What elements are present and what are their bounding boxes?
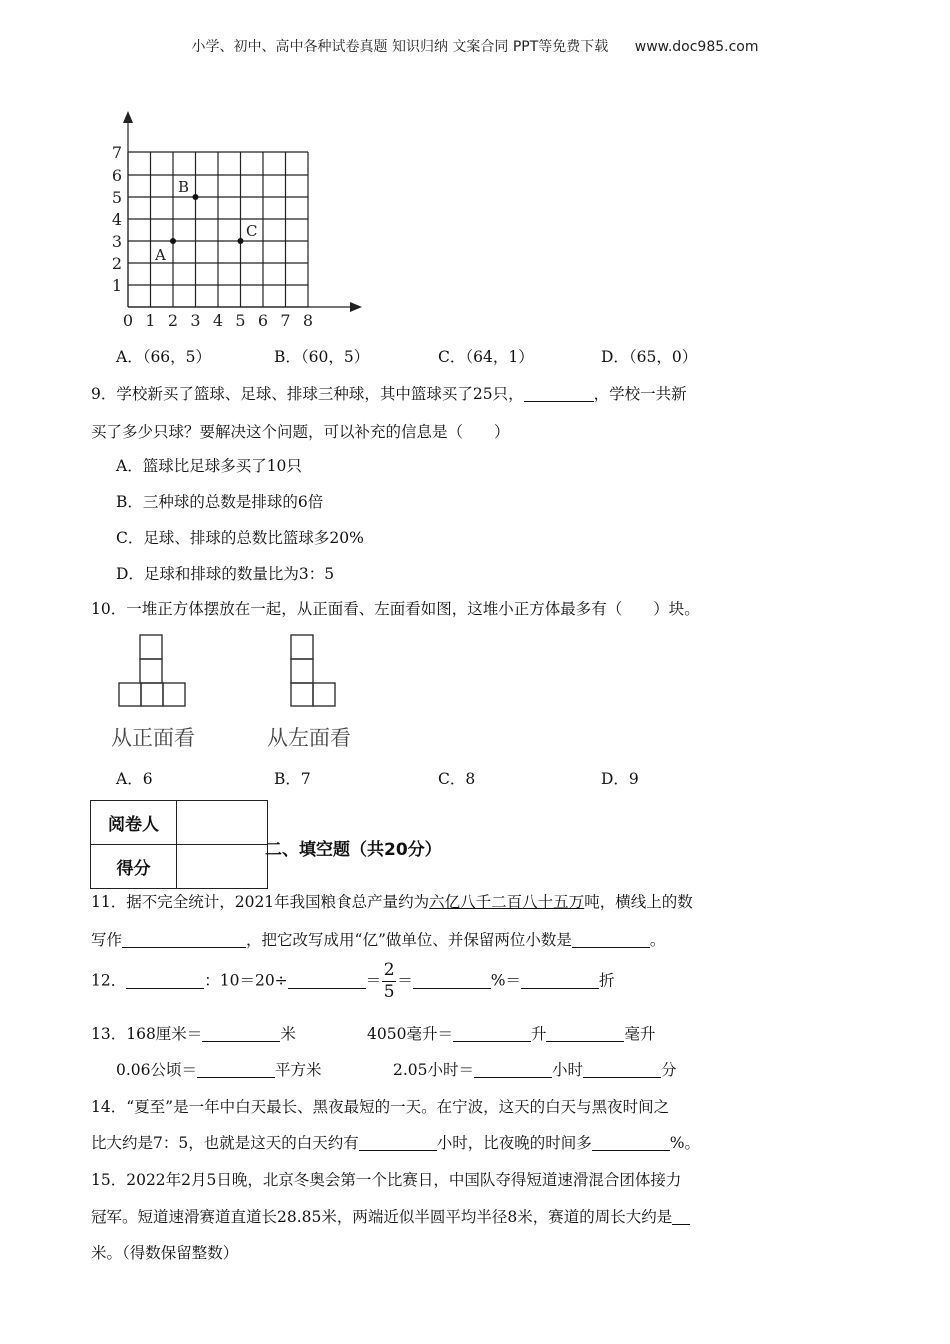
q13-unit-a: 米 [280,1025,296,1043]
q13-unit-b: 升 [530,1025,547,1043]
x-tick-3: 3 [190,311,201,330]
q10-option-a[interactable]: A．6 [116,770,153,788]
front-view-caption: 从正面看 [111,726,195,750]
q13-blank-5[interactable] [474,1062,552,1079]
q11-blank-1[interactable] [122,932,246,949]
q11-underlined-number: 六亿八千二百八十五万 [429,893,585,911]
q11-blank-2[interactable] [572,932,650,949]
q14-text-c: %。 [669,1134,700,1152]
x-tick-0: 0 [122,311,134,330]
q15-line2 [91,1205,690,1227]
score-label: 得分 [91,845,177,889]
left-view-diagram [289,633,339,708]
header-site-link[interactable]: www.doc985.com [634,39,759,55]
q8-option-b[interactable]: B．（60，5） [274,348,370,366]
q13-line2-left [116,1058,322,1080]
q14-text-a: 比大约是7：5，也就是这天的白天约有 [91,1134,359,1152]
q14-blank-2[interactable] [592,1135,670,1152]
q14-line2 [91,1131,700,1153]
q13-blank-3[interactable] [546,1026,624,1043]
q15-line1: 15．2022年2月5日晚，北京冬奥会第一个比赛日，中国队夺得短道速滑混合团体接力 [91,1171,682,1189]
q13-text-b: 4050毫升＝ [367,1025,453,1043]
q11-line2 [91,928,665,950]
x-tick-5: 5 [235,311,246,330]
q13-text-d: 2.05小时＝ [393,1061,475,1079]
q14-line1: 14．“夏至”是一年中白天最长、黑夜最短的一天。在宁波，这天的白天与黑夜时间之 [91,1098,670,1116]
q13-line1-right [367,1022,655,1044]
q10-text: 10．一堆正方体摆放在一起，从正面看、左面看如图，这堆小正方体最多有（ ）块。 [91,600,700,618]
q13-text-c: 0.06公顷＝ [116,1061,198,1079]
q11-text-a: 11．据不完全统计，2021年我国粮食总产量约为 [91,893,430,911]
q11-text-b: 吨，横线上的数 [584,893,693,911]
x-tick-2: 2 [167,311,179,330]
q12-blank-4[interactable] [521,972,599,989]
coordinate-grid [100,105,370,335]
y-tick-7: 7 [111,143,123,162]
q12-blank-1[interactable] [126,972,204,989]
y-tick-3: 3 [111,232,123,251]
header-text: 小学、初中、高中各种试卷真题 知识归纳 文案合同 PPT等免费下载 [191,39,609,55]
point-b-label: B [178,178,190,196]
q9-option-b[interactable]: B．三种球的总数是排球的6倍 [116,493,324,511]
x-tick-4: 4 [212,311,224,330]
q12-fraction [382,962,396,1001]
q9-option-a[interactable]: A．篮球比足球多买了10只 [116,457,302,475]
q13-line1-left [91,1022,296,1044]
q9-line1 [91,382,687,404]
q11-text-e: 。 [649,931,666,949]
reviewer-field[interactable] [177,801,268,845]
fraction-denominator: 5 [383,982,395,1002]
q13-line2-right [393,1058,677,1080]
q13-blank-2[interactable] [453,1026,531,1043]
q11-text-c: 写作 [91,931,123,949]
q9-option-d[interactable]: D．足球和排球的数量比为3：5 [116,565,335,583]
score-field[interactable] [177,845,268,889]
point-a [170,238,176,244]
x-tick-1: 1 [145,311,156,330]
q13-blank-6[interactable] [583,1062,661,1079]
q12-number: 12． [91,971,127,990]
q15-line3: 米。（得数保留整数） [91,1244,239,1262]
q12-line [91,962,614,1001]
score-box [90,800,268,889]
x-tick-6: 6 [257,311,269,330]
q8-option-a[interactable]: A．（66，5） [116,348,212,366]
section-title: 二、填空题（共20分） [265,840,442,860]
reviewer-label: 阅卷人 [91,801,177,845]
q10-option-c[interactable]: C．8 [438,770,476,788]
q11-text-d: ，把它改写成用“亿”做单位、并保留两位小数是 [246,931,572,949]
q9-option-c[interactable]: C．足球、排球的总数比篮球多20% [116,529,364,547]
point-c [238,238,244,244]
q13-unit-e: 小时 [552,1061,584,1079]
q12-equals-a: ＝ [365,971,382,990]
q9-blank[interactable] [524,386,594,403]
q11-line1 [91,890,693,912]
q8-option-c[interactable]: C．（64，1） [438,348,534,366]
q13-unit-c: 毫升 [624,1025,656,1043]
q12-equals-b: ＝ [397,971,413,990]
point-a-label: A [155,246,166,264]
q12-text-c: 折 [598,971,615,990]
fraction-numerator: 2 [383,960,395,980]
q9-line2: 买了多少只球？要解决这个问题，可以补充的信息是（ ） [91,423,510,441]
x-tick-8: 8 [302,311,314,330]
x-tick-7: 7 [280,311,291,330]
q14-text-b: 小时，比夜晚的时间多 [436,1134,592,1152]
q14-blank-1[interactable] [359,1135,437,1152]
q13-unit-d: 平方米 [275,1061,322,1079]
page-header [0,36,950,56]
y-tick-1: 1 [111,276,123,295]
q13-blank-1[interactable] [202,1026,280,1043]
q13-unit-f: 分 [661,1061,677,1079]
q12-blank-3[interactable] [413,972,491,989]
q12-blank-2[interactable] [288,972,366,989]
y-tick-5: 5 [111,188,123,207]
y-tick-6: 6 [111,166,123,185]
q10-option-b[interactable]: B．7 [274,770,311,788]
y-tick-4: 4 [111,210,123,229]
point-b [193,194,199,200]
left-view-caption: 从左面看 [267,726,351,750]
q15-blank[interactable] [672,1209,690,1226]
q12-text-a: ：10＝20÷ [204,971,288,990]
y-tick-2: 2 [111,254,123,273]
front-view-diagram [118,633,188,708]
q13-text-a: 13．168厘米＝ [91,1025,203,1043]
q15-text-a: 冠军。短道速滑赛道直道长28.85米，两端近似半圆平均半径8米，赛道的周长大约是 [91,1208,673,1226]
q12-text-b: %＝ [490,971,521,990]
q9-text-b: ，学校一共新 [593,385,687,403]
q8-option-d[interactable]: D．（65，0） [601,348,698,366]
point-c-label: C [246,222,258,240]
q10-option-d[interactable]: D．9 [601,770,639,788]
q9-text-a: 9．学校新买了篮球、足球、排球三种球，其中篮球买了25只， [91,385,524,403]
q13-blank-4[interactable] [197,1062,275,1079]
